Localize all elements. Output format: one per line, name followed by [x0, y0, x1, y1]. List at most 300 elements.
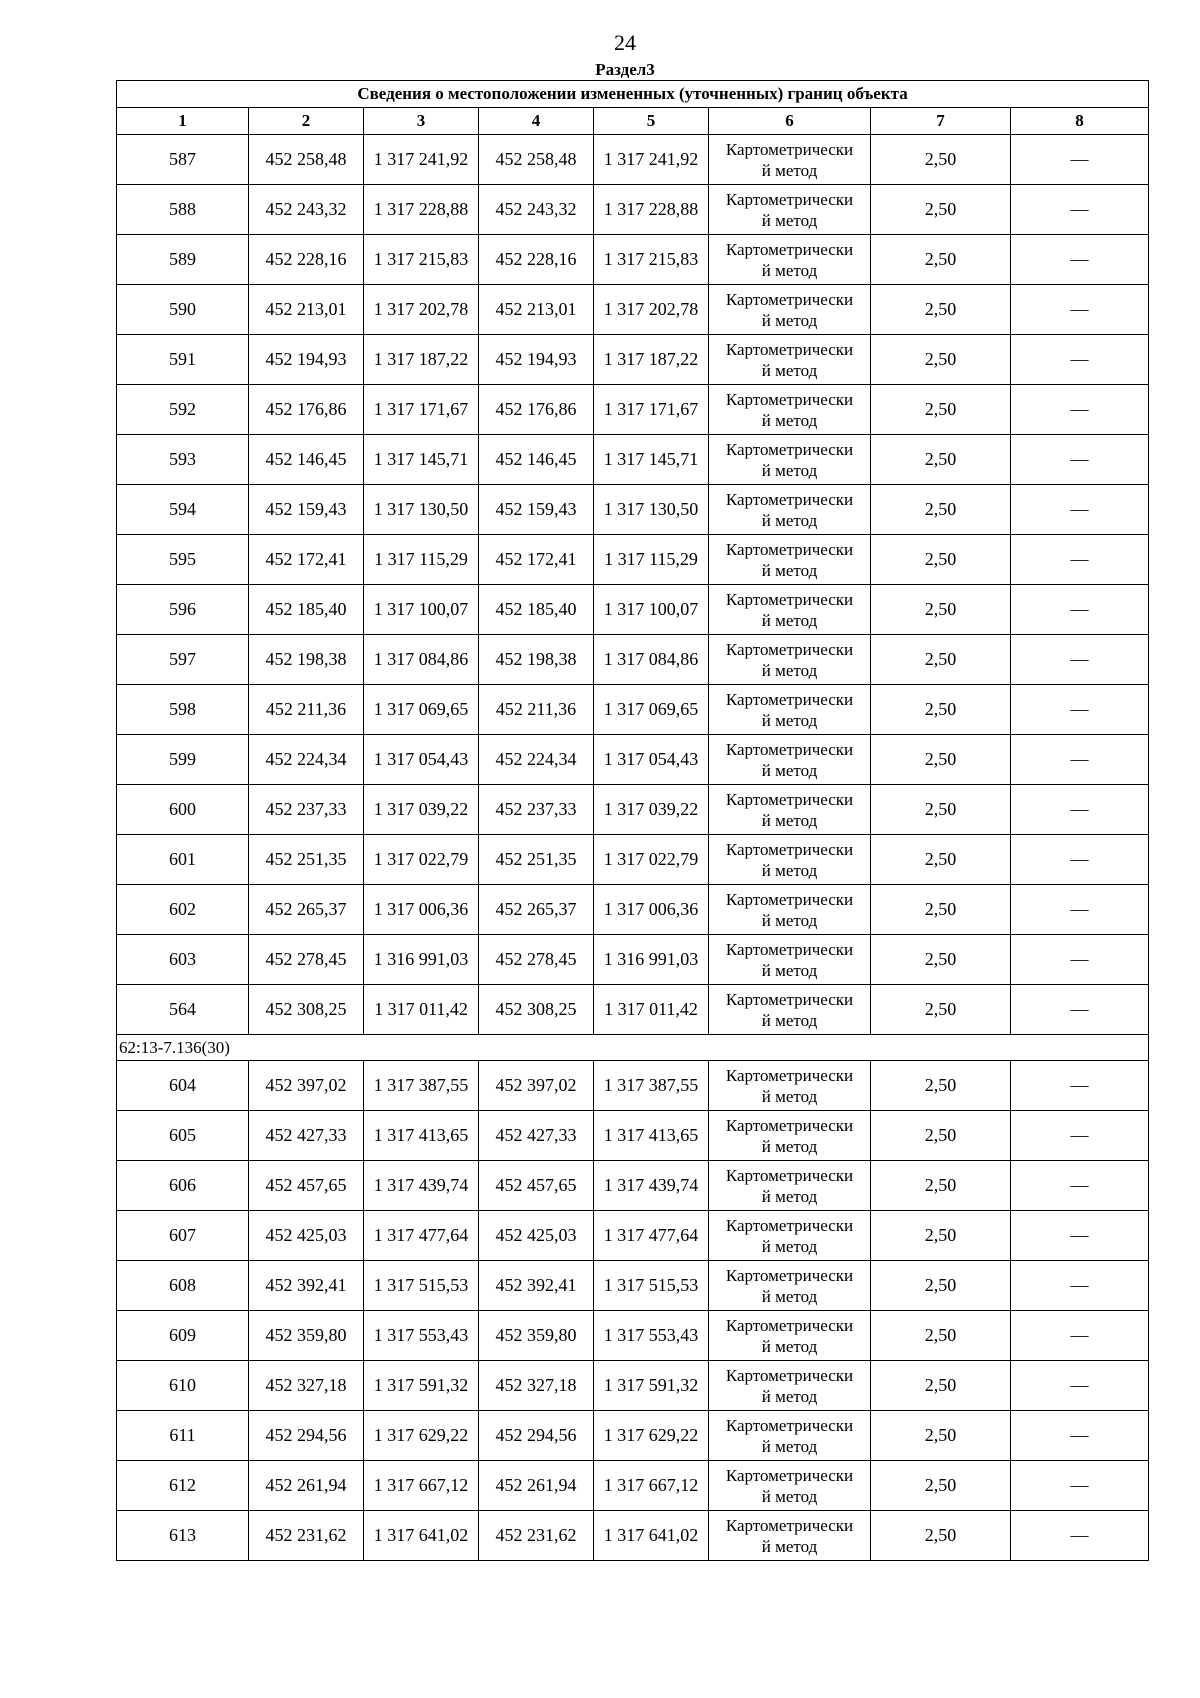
point-number-cell: 590 — [117, 285, 249, 335]
x-new-cell: 452 392,41 — [479, 1261, 594, 1311]
y-old-cell: 1 317 022,79 — [364, 835, 479, 885]
y-old-cell: 1 317 202,78 — [364, 285, 479, 335]
y-new-cell: 1 317 022,79 — [594, 835, 709, 885]
method-cell — [709, 1061, 871, 1111]
precision-cell: 2,50 — [871, 1511, 1011, 1561]
precision-cell: 2,50 — [871, 1261, 1011, 1311]
point-number-cell: 595 — [117, 535, 249, 585]
y-new-cell: 1 317 171,67 — [594, 385, 709, 435]
method-text-line1: Картометрически — [725, 489, 854, 509]
method-text-line1: Картометрически — [725, 789, 854, 809]
x-old-cell: 452 397,02 — [249, 1061, 364, 1111]
y-new-cell: 1 317 130,50 — [594, 485, 709, 535]
column-number: 2 — [249, 108, 364, 135]
y-old-cell: 1 317 069,65 — [364, 685, 479, 735]
table-row — [117, 1111, 1149, 1161]
method-text-line1: Картометрически — [725, 1315, 854, 1335]
table-row — [117, 1511, 1149, 1561]
point-number-cell: 592 — [117, 385, 249, 435]
method-cell — [709, 435, 871, 485]
method-text-line1: Картометрически — [725, 989, 854, 1009]
y-old-cell: 1 317 145,71 — [364, 435, 479, 485]
y-old-cell: 1 317 228,88 — [364, 185, 479, 235]
y-new-cell: 1 317 069,65 — [594, 685, 709, 735]
x-old-cell: 452 224,34 — [249, 735, 364, 785]
precision-cell: 2,50 — [871, 535, 1011, 585]
method-text-line2: й метод — [761, 1386, 818, 1406]
x-old-cell: 452 159,43 — [249, 485, 364, 535]
x-old-cell: 452 265,37 — [249, 885, 364, 935]
method-cell — [709, 1211, 871, 1261]
precision-cell: 2,50 — [871, 285, 1011, 335]
method-text-line1: Картометрически — [725, 689, 854, 709]
point-number-cell: 606 — [117, 1161, 249, 1211]
point-number-cell: 598 — [117, 685, 249, 735]
x-old-cell: 452 185,40 — [249, 585, 364, 635]
page-number: 24 — [614, 30, 636, 55]
method-text-line2: й метод — [761, 810, 818, 830]
method-text-line2: й метод — [761, 510, 818, 530]
y-old-cell: 1 317 515,53 — [364, 1261, 479, 1311]
method-text-line1: Картометрически — [725, 1165, 854, 1185]
description-cell: — — [1011, 835, 1149, 885]
y-new-cell: 1 317 100,07 — [594, 585, 709, 635]
precision-cell: 2,50 — [871, 935, 1011, 985]
y-new-cell: 1 316 991,03 — [594, 935, 709, 985]
x-new-cell: 452 359,80 — [479, 1311, 594, 1361]
precision-cell: 2,50 — [871, 435, 1011, 485]
method-text-line1: Картометрически — [725, 1115, 854, 1135]
method-text-line1: Картометрически — [725, 1065, 854, 1085]
method-cell — [709, 885, 871, 935]
method-text-line2: й метод — [761, 360, 818, 380]
method-cell — [709, 185, 871, 235]
precision-cell: 2,50 — [871, 135, 1011, 185]
x-new-cell: 452 194,93 — [479, 335, 594, 385]
method-text-line2: й метод — [761, 1136, 818, 1156]
method-text-line2: й метод — [761, 860, 818, 880]
method-text-line1: Картометрически — [725, 139, 854, 159]
column-number: 4 — [479, 108, 594, 135]
y-new-cell: 1 317 667,12 — [594, 1461, 709, 1511]
table-row — [117, 785, 1149, 835]
method-text-line1: Картометрически — [725, 839, 854, 859]
method-text-line1: Картометрически — [725, 1265, 854, 1285]
method-text-line1: Картометрически — [725, 739, 854, 759]
x-old-cell: 452 243,32 — [249, 185, 364, 235]
method-text-line1: Картометрически — [725, 239, 854, 259]
y-old-cell: 1 316 991,03 — [364, 935, 479, 985]
description-cell: — — [1011, 735, 1149, 785]
x-old-cell: 452 231,62 — [249, 1511, 364, 1561]
method-text-line2: й метод — [761, 1010, 818, 1030]
method-text-line2: й метод — [761, 1236, 818, 1256]
y-old-cell: 1 317 553,43 — [364, 1311, 479, 1361]
method-cell — [709, 1411, 871, 1461]
method-cell — [709, 535, 871, 585]
y-new-cell: 1 317 515,53 — [594, 1261, 709, 1311]
method-text-line2: й метод — [761, 1336, 818, 1356]
table-row — [117, 585, 1149, 635]
x-new-cell: 452 457,65 — [479, 1161, 594, 1211]
group-header-row — [117, 1035, 1149, 1061]
y-new-cell: 1 317 439,74 — [594, 1161, 709, 1211]
description-cell: — — [1011, 435, 1149, 485]
precision-cell: 2,50 — [871, 585, 1011, 635]
y-old-cell: 1 317 667,12 — [364, 1461, 479, 1511]
y-new-cell: 1 317 145,71 — [594, 435, 709, 485]
x-old-cell: 452 194,93 — [249, 335, 364, 385]
table-row — [117, 835, 1149, 885]
y-old-cell: 1 317 477,64 — [364, 1211, 479, 1261]
description-cell: — — [1011, 135, 1149, 185]
x-old-cell: 452 251,35 — [249, 835, 364, 885]
point-number-cell: 612 — [117, 1461, 249, 1511]
x-new-cell: 452 159,43 — [479, 485, 594, 535]
description-cell: — — [1011, 385, 1149, 435]
method-text-line2: й метод — [761, 760, 818, 780]
method-text-line2: й метод — [761, 1536, 818, 1556]
x-new-cell: 452 261,94 — [479, 1461, 594, 1511]
x-new-cell: 452 425,03 — [479, 1211, 594, 1261]
method-cell — [709, 735, 871, 785]
boundary-coordinates-table — [116, 80, 1149, 1561]
column-number: 1 — [117, 108, 249, 135]
y-old-cell: 1 317 591,32 — [364, 1361, 479, 1411]
method-text-line2: й метод — [761, 610, 818, 630]
method-cell — [709, 1261, 871, 1311]
y-new-cell: 1 317 641,02 — [594, 1511, 709, 1561]
method-text-line2: й метод — [761, 1286, 818, 1306]
table-row — [117, 735, 1149, 785]
method-text-line1: Картометрически — [725, 1215, 854, 1235]
method-text-line2: й метод — [761, 660, 818, 680]
x-new-cell: 452 308,25 — [479, 985, 594, 1035]
method-cell — [709, 635, 871, 685]
y-new-cell: 1 317 006,36 — [594, 885, 709, 935]
table-row — [117, 885, 1149, 935]
description-cell: — — [1011, 185, 1149, 235]
method-text-line1: Картометрически — [725, 1465, 854, 1485]
method-text-line1: Картометрически — [725, 939, 854, 959]
column-number: 3 — [364, 108, 479, 135]
method-text-line1: Картометрически — [725, 539, 854, 559]
x-old-cell: 452 308,25 — [249, 985, 364, 1035]
table-row — [117, 485, 1149, 535]
table-row — [117, 1061, 1149, 1111]
method-cell — [709, 1461, 871, 1511]
column-number: 8 — [1011, 108, 1149, 135]
table-row — [117, 1261, 1149, 1311]
method-cell — [709, 1311, 871, 1361]
x-old-cell: 452 392,41 — [249, 1261, 364, 1311]
method-text-line1: Картометрически — [725, 1365, 854, 1385]
table-body — [117, 135, 1149, 1561]
description-cell: — — [1011, 1511, 1149, 1561]
y-new-cell: 1 317 084,86 — [594, 635, 709, 685]
precision-cell: 2,50 — [871, 1361, 1011, 1411]
table-row — [117, 335, 1149, 385]
description-cell: — — [1011, 585, 1149, 635]
precision-cell: 2,50 — [871, 1411, 1011, 1461]
x-old-cell: 452 211,36 — [249, 685, 364, 735]
point-number-cell: 602 — [117, 885, 249, 935]
x-new-cell: 452 185,40 — [479, 585, 594, 635]
y-old-cell: 1 317 011,42 — [364, 985, 479, 1035]
precision-cell: 2,50 — [871, 985, 1011, 1035]
description-cell: — — [1011, 635, 1149, 685]
method-text-line1: Картометрически — [725, 589, 854, 609]
method-text-line2: й метод — [761, 710, 818, 730]
precision-cell: 2,50 — [871, 335, 1011, 385]
y-new-cell: 1 317 387,55 — [594, 1061, 709, 1111]
x-old-cell: 452 176,86 — [249, 385, 364, 435]
precision-cell: 2,50 — [871, 385, 1011, 435]
x-new-cell: 452 228,16 — [479, 235, 594, 285]
y-new-cell: 1 317 011,42 — [594, 985, 709, 1035]
method-cell — [709, 1111, 871, 1161]
x-new-cell: 452 427,33 — [479, 1111, 594, 1161]
table-row — [117, 535, 1149, 585]
method-text-line2: й метод — [761, 1186, 818, 1206]
x-new-cell: 452 243,32 — [479, 185, 594, 235]
x-old-cell: 452 172,41 — [249, 535, 364, 585]
description-cell: — — [1011, 785, 1149, 835]
x-old-cell: 452 146,45 — [249, 435, 364, 485]
method-text-line1: Картометрически — [725, 1515, 854, 1535]
precision-cell: 2,50 — [871, 635, 1011, 685]
x-new-cell: 452 146,45 — [479, 435, 594, 485]
description-cell: — — [1011, 1411, 1149, 1461]
table-row — [117, 985, 1149, 1035]
table-row — [117, 935, 1149, 985]
point-number-cell: 613 — [117, 1511, 249, 1561]
method-cell — [709, 585, 871, 635]
method-cell — [709, 335, 871, 385]
table-row — [117, 435, 1149, 485]
y-new-cell: 1 317 591,32 — [594, 1361, 709, 1411]
x-old-cell: 452 261,94 — [249, 1461, 364, 1511]
description-cell: — — [1011, 1111, 1149, 1161]
y-old-cell: 1 317 387,55 — [364, 1061, 479, 1111]
table-row — [117, 1211, 1149, 1261]
method-cell — [709, 485, 871, 535]
precision-cell: 2,50 — [871, 485, 1011, 535]
method-text-line2: й метод — [761, 210, 818, 230]
table-row — [117, 1411, 1149, 1461]
description-cell: — — [1011, 685, 1149, 735]
x-old-cell: 452 457,65 — [249, 1161, 364, 1211]
precision-cell: 2,50 — [871, 235, 1011, 285]
x-new-cell: 452 258,48 — [479, 135, 594, 185]
y-old-cell: 1 317 130,50 — [364, 485, 479, 535]
description-cell: — — [1011, 485, 1149, 535]
point-number-cell: 610 — [117, 1361, 249, 1411]
y-old-cell: 1 317 187,22 — [364, 335, 479, 385]
table-row — [117, 635, 1149, 685]
method-text-line2: й метод — [761, 1086, 818, 1106]
x-old-cell: 452 427,33 — [249, 1111, 364, 1161]
precision-cell: 2,50 — [871, 1211, 1011, 1261]
method-cell — [709, 285, 871, 335]
point-number-cell: 591 — [117, 335, 249, 385]
x-new-cell: 452 224,34 — [479, 735, 594, 785]
description-cell: — — [1011, 285, 1149, 335]
point-number-cell: 605 — [117, 1111, 249, 1161]
y-new-cell: 1 317 039,22 — [594, 785, 709, 835]
point-number-cell: 604 — [117, 1061, 249, 1111]
y-old-cell: 1 317 054,43 — [364, 735, 479, 785]
description-cell: — — [1011, 1461, 1149, 1511]
precision-cell: 2,50 — [871, 785, 1011, 835]
method-cell — [709, 835, 871, 885]
x-new-cell: 452 251,35 — [479, 835, 594, 885]
y-old-cell: 1 317 100,07 — [364, 585, 479, 635]
y-new-cell: 1 317 413,65 — [594, 1111, 709, 1161]
y-old-cell: 1 317 084,86 — [364, 635, 479, 685]
precision-cell: 2,50 — [871, 1061, 1011, 1111]
point-number-cell: 607 — [117, 1211, 249, 1261]
method-cell — [709, 985, 871, 1035]
method-text-line2: й метод — [761, 160, 818, 180]
x-new-cell: 452 278,45 — [479, 935, 594, 985]
table-row — [117, 685, 1149, 735]
precision-cell: 2,50 — [871, 885, 1011, 935]
y-new-cell: 1 317 202,78 — [594, 285, 709, 335]
method-text-line2: й метод — [761, 460, 818, 480]
table-row — [117, 285, 1149, 335]
x-old-cell: 452 294,56 — [249, 1411, 364, 1461]
column-number: 5 — [594, 108, 709, 135]
method-text-line1: Картометрически — [725, 639, 854, 659]
description-cell: — — [1011, 535, 1149, 585]
method-text-line1: Картометрически — [725, 389, 854, 409]
table-row — [117, 1311, 1149, 1361]
y-new-cell: 1 317 215,83 — [594, 235, 709, 285]
y-old-cell: 1 317 039,22 — [364, 785, 479, 835]
description-cell: — — [1011, 985, 1149, 1035]
method-cell — [709, 1161, 871, 1211]
x-new-cell: 452 198,38 — [479, 635, 594, 685]
description-cell: — — [1011, 1361, 1149, 1411]
table-row — [117, 235, 1149, 285]
y-old-cell: 1 317 006,36 — [364, 885, 479, 935]
y-new-cell: 1 317 115,29 — [594, 535, 709, 585]
method-text-line1: Картометрически — [725, 339, 854, 359]
point-number-cell: 611 — [117, 1411, 249, 1461]
description-cell: — — [1011, 1061, 1149, 1111]
column-number: 7 — [871, 108, 1011, 135]
x-new-cell: 452 397,02 — [479, 1061, 594, 1111]
y-new-cell: 1 317 228,88 — [594, 185, 709, 235]
method-cell — [709, 785, 871, 835]
y-new-cell: 1 317 553,43 — [594, 1311, 709, 1361]
point-number-cell: 594 — [117, 485, 249, 535]
method-text-line1: Картометрически — [725, 439, 854, 459]
y-old-cell: 1 317 241,92 — [364, 135, 479, 185]
method-text-line1: Картометрически — [725, 189, 854, 209]
method-cell — [709, 1361, 871, 1411]
method-cell — [709, 1511, 871, 1561]
method-text-line2: й метод — [761, 910, 818, 930]
table-row — [117, 135, 1149, 185]
point-number-cell: 597 — [117, 635, 249, 685]
precision-cell: 2,50 — [871, 185, 1011, 235]
x-old-cell: 452 213,01 — [249, 285, 364, 335]
point-number-cell: 588 — [117, 185, 249, 235]
description-cell: — — [1011, 1211, 1149, 1261]
method-cell — [709, 385, 871, 435]
description-cell: — — [1011, 1311, 1149, 1361]
description-cell: — — [1011, 235, 1149, 285]
x-new-cell: 452 172,41 — [479, 535, 594, 585]
x-old-cell: 452 327,18 — [249, 1361, 364, 1411]
description-cell: — — [1011, 1161, 1149, 1211]
precision-cell: 2,50 — [871, 1161, 1011, 1211]
section-title: Раздел3 — [595, 60, 655, 79]
precision-cell: 2,50 — [871, 1111, 1011, 1161]
x-old-cell: 452 278,45 — [249, 935, 364, 985]
method-cell — [709, 935, 871, 985]
precision-cell: 2,50 — [871, 1461, 1011, 1511]
y-old-cell: 1 317 171,67 — [364, 385, 479, 435]
point-number-cell: 589 — [117, 235, 249, 285]
point-number-cell: 564 — [117, 985, 249, 1035]
table-row — [117, 1361, 1149, 1411]
group-label: 62:13-7.136(30) — [117, 1035, 1149, 1061]
table-caption: Сведения о местоположении измененных (уточненных) границ объекта — [117, 81, 1149, 108]
point-number-cell: 596 — [117, 585, 249, 635]
x-new-cell: 452 176,86 — [479, 385, 594, 435]
table-row — [117, 1461, 1149, 1511]
method-text-line2: й метод — [761, 410, 818, 430]
y-new-cell: 1 317 629,22 — [594, 1411, 709, 1461]
method-text-line2: й метод — [761, 960, 818, 980]
method-text-line1: Картометрически — [725, 1415, 854, 1435]
point-number-cell: 593 — [117, 435, 249, 485]
x-old-cell: 452 258,48 — [249, 135, 364, 185]
column-number: 6 — [709, 108, 871, 135]
x-old-cell: 452 228,16 — [249, 235, 364, 285]
method-cell — [709, 235, 871, 285]
method-text-line2: й метод — [761, 1486, 818, 1506]
y-old-cell: 1 317 115,29 — [364, 535, 479, 585]
y-old-cell: 1 317 413,65 — [364, 1111, 479, 1161]
point-number-cell: 599 — [117, 735, 249, 785]
x-old-cell: 452 359,80 — [249, 1311, 364, 1361]
y-old-cell: 1 317 215,83 — [364, 235, 479, 285]
x-new-cell: 452 213,01 — [479, 285, 594, 335]
point-number-cell: 587 — [117, 135, 249, 185]
x-new-cell: 452 231,62 — [479, 1511, 594, 1561]
y-old-cell: 1 317 641,02 — [364, 1511, 479, 1561]
y-old-cell: 1 317 439,74 — [364, 1161, 479, 1211]
description-cell: — — [1011, 335, 1149, 385]
x-old-cell: 452 425,03 — [249, 1211, 364, 1261]
method-text-line2: й метод — [761, 310, 818, 330]
x-new-cell: 452 265,37 — [479, 885, 594, 935]
point-number-cell: 608 — [117, 1261, 249, 1311]
y-old-cell: 1 317 629,22 — [364, 1411, 479, 1461]
method-text-line1: Картометрически — [725, 889, 854, 909]
x-old-cell: 452 237,33 — [249, 785, 364, 835]
description-cell: — — [1011, 935, 1149, 985]
point-number-cell: 601 — [117, 835, 249, 885]
point-number-cell: 600 — [117, 785, 249, 835]
description-cell: — — [1011, 1261, 1149, 1311]
method-text-line2: й метод — [761, 260, 818, 280]
x-new-cell: 452 237,33 — [479, 785, 594, 835]
